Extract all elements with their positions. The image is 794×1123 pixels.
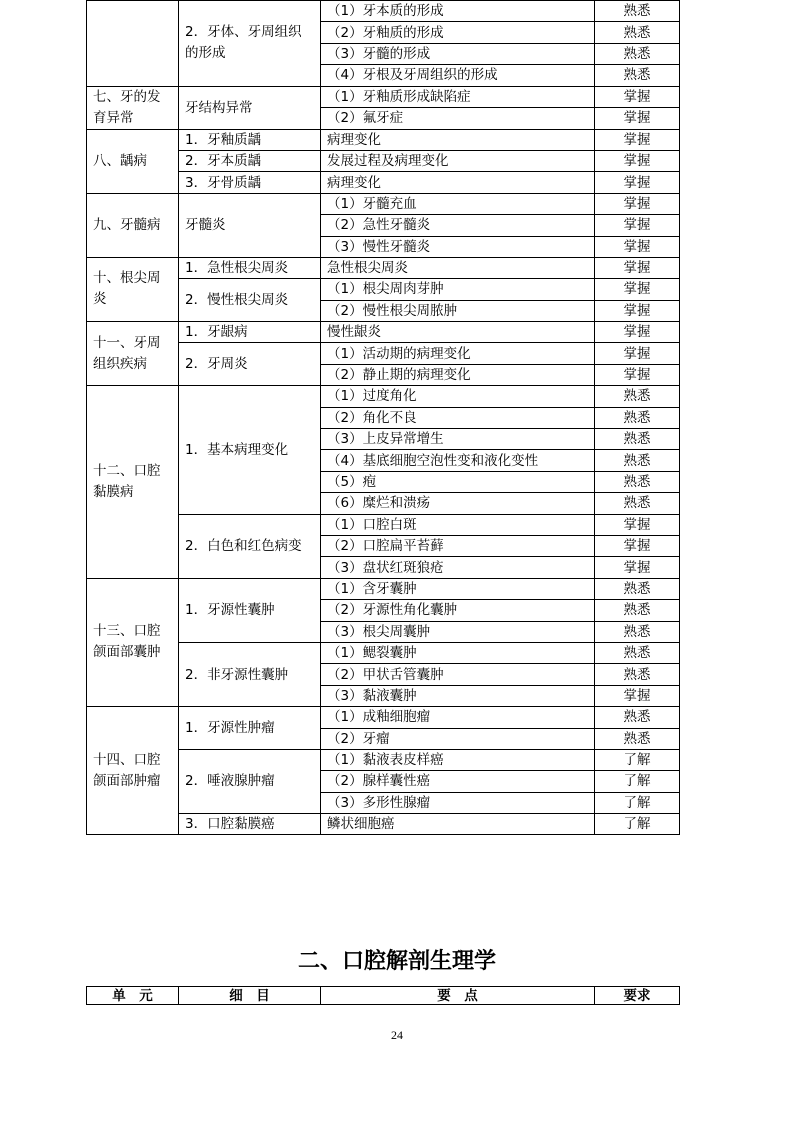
requirement-cell: 掌握 xyxy=(595,535,680,556)
requirement-cell: 熟悉 xyxy=(595,65,680,86)
detail-cell: 2．慢性根尖周炎 xyxy=(179,279,321,322)
requirement-cell: 了解 xyxy=(595,814,680,835)
requirement-cell: 熟悉 xyxy=(595,493,680,514)
point-cell: （3）盘状红斑狼疮 xyxy=(321,557,595,578)
requirement-cell: 熟悉 xyxy=(595,728,680,749)
point-cell: （1）鳃裂囊肿 xyxy=(321,642,595,663)
detail-cell: 1．牙源性肿瘤 xyxy=(179,707,321,750)
point-cell: （4）基底细胞空泡性变和液化变性 xyxy=(321,450,595,471)
point-cell: （1）牙釉质形成缺陷症 xyxy=(321,86,595,108)
requirement-cell: 熟悉 xyxy=(595,386,680,407)
table-row xyxy=(87,1,680,22)
point-cell: （1）成釉细胞瘤 xyxy=(321,707,595,728)
point-cell: （4）牙根及牙周组织的形成 xyxy=(321,65,595,86)
requirement-cell: 熟悉 xyxy=(595,621,680,642)
requirement-cell: 掌握 xyxy=(595,172,680,193)
requirement-cell: 掌握 xyxy=(595,193,680,214)
point-cell: （2）甲状舌管囊肿 xyxy=(321,664,595,685)
detail-cell: 1．牙龈病 xyxy=(179,322,321,343)
requirement-cell: 掌握 xyxy=(595,322,680,343)
unit-cell: 八、龋病 xyxy=(87,129,179,193)
point-cell: （2）慢性根尖周脓肿 xyxy=(321,300,595,321)
requirement-cell: 掌握 xyxy=(595,685,680,706)
requirement-cell: 熟悉 xyxy=(595,429,680,450)
requirement-cell: 掌握 xyxy=(595,129,680,150)
requirement-cell: 掌握 xyxy=(595,514,680,535)
detail-cell: 牙髓炎 xyxy=(179,193,321,257)
point-cell: 慢性龈炎 xyxy=(321,322,595,343)
table-row xyxy=(87,193,680,214)
requirement-cell: 熟悉 xyxy=(595,407,680,428)
requirement-cell: 掌握 xyxy=(595,86,680,108)
point-cell: （1）口腔白斑 xyxy=(321,514,595,535)
unit-cell: 十四、口腔颌面部肿瘤 xyxy=(87,707,179,835)
requirement-cell: 掌握 xyxy=(595,343,680,364)
requirement-cell: 熟悉 xyxy=(595,43,680,64)
point-cell: （1）活动期的病理变化 xyxy=(321,343,595,364)
table-row xyxy=(87,707,680,728)
point-cell: （1）过度角化 xyxy=(321,386,595,407)
requirement-cell: 掌握 xyxy=(595,364,680,385)
point-cell: 急性根尖周炎 xyxy=(321,257,595,278)
detail-cell: 3．口腔黏膜癌 xyxy=(179,814,321,835)
unit-cell: 七、牙的发育异常 xyxy=(87,86,179,129)
detail-cell: 2．牙本质龋 xyxy=(179,150,321,171)
detail-cell: 2．唾液腺肿瘤 xyxy=(179,749,321,813)
requirement-cell: 熟悉 xyxy=(595,707,680,728)
point-cell: 病理变化 xyxy=(321,172,595,193)
detail-cell: 3．牙骨质龋 xyxy=(179,172,321,193)
requirement-cell: 熟悉 xyxy=(595,471,680,492)
requirement-cell: 熟悉 xyxy=(595,578,680,599)
header-unit: 单 元 xyxy=(87,987,179,1005)
point-cell: （3）上皮异常增生 xyxy=(321,429,595,450)
point-cell: （3）多形性腺瘤 xyxy=(321,792,595,813)
table-row xyxy=(87,578,680,599)
point-cell: （1）牙髓充血 xyxy=(321,193,595,214)
requirement-cell: 掌握 xyxy=(595,300,680,321)
table-row xyxy=(87,86,680,108)
unit-cell xyxy=(87,1,179,87)
header-requirement: 要求 xyxy=(595,987,680,1005)
point-cell: （1）根尖周肉芽肿 xyxy=(321,279,595,300)
point-cell: （2）急性牙髓炎 xyxy=(321,215,595,236)
unit-cell: 十三、口腔颌面部囊肿 xyxy=(87,578,179,706)
point-cell: （3）根尖周囊肿 xyxy=(321,621,595,642)
requirement-cell: 熟悉 xyxy=(595,1,680,22)
table-row xyxy=(87,257,680,278)
point-cell: （3）黏液囊肿 xyxy=(321,685,595,706)
requirement-cell: 熟悉 xyxy=(595,600,680,621)
point-cell: （2）牙源性角化囊肿 xyxy=(321,600,595,621)
point-cell: （2）牙釉质的形成 xyxy=(321,22,595,43)
requirement-cell: 掌握 xyxy=(595,557,680,578)
point-cell: （2）角化不良 xyxy=(321,407,595,428)
requirement-cell: 掌握 xyxy=(595,215,680,236)
table-row xyxy=(87,129,680,150)
requirement-cell: 熟悉 xyxy=(595,450,680,471)
detail-cell: 1．基本病理变化 xyxy=(179,386,321,514)
next-section-table-header xyxy=(86,986,680,1005)
requirement-cell: 熟悉 xyxy=(595,22,680,43)
requirement-cell: 了解 xyxy=(595,771,680,792)
unit-cell: 十一、牙周组织疾病 xyxy=(87,322,179,386)
section-title: 二、口腔解剖生理学 xyxy=(297,948,496,974)
point-cell: （2）腺样囊性癌 xyxy=(321,771,595,792)
requirement-cell: 掌握 xyxy=(595,257,680,278)
detail-cell: 牙结构异常 xyxy=(179,86,321,129)
unit-cell: 十、根尖周炎 xyxy=(87,257,179,321)
point-cell: （2）口腔扁平苔藓 xyxy=(321,535,595,556)
table-row xyxy=(87,322,680,343)
point-cell: （2）氟牙症 xyxy=(321,108,595,130)
point-cell: （6）糜烂和溃疡 xyxy=(321,493,595,514)
detail-cell: 1．急性根尖周炎 xyxy=(179,257,321,278)
requirement-cell: 掌握 xyxy=(595,108,680,130)
detail-cell: 2．非牙源性囊肿 xyxy=(179,642,321,706)
table-row xyxy=(87,386,680,407)
detail-cell: 1．牙源性囊肿 xyxy=(179,578,321,642)
point-cell: （5）疱 xyxy=(321,471,595,492)
unit-cell: 十二、口腔黏膜病 xyxy=(87,386,179,579)
requirement-cell: 掌握 xyxy=(595,236,680,257)
detail-cell: 2．牙周炎 xyxy=(179,343,321,386)
point-cell: （1）牙本质的形成 xyxy=(321,1,595,22)
detail-cell: 2．牙体、牙周组织的形成 xyxy=(179,1,321,87)
point-cell: （1）含牙囊肿 xyxy=(321,578,595,599)
requirement-cell: 了解 xyxy=(595,749,680,770)
point-cell: （1）黏液表皮样癌 xyxy=(321,749,595,770)
unit-cell: 九、牙髓病 xyxy=(87,193,179,257)
requirement-cell: 掌握 xyxy=(595,279,680,300)
requirement-cell: 熟悉 xyxy=(595,664,680,685)
point-cell: （2）牙瘤 xyxy=(321,728,595,749)
requirement-cell: 了解 xyxy=(595,792,680,813)
point-cell: 病理变化 xyxy=(321,129,595,150)
point-cell: （3）慢性牙髓炎 xyxy=(321,236,595,257)
point-cell: （3）牙髓的形成 xyxy=(321,43,595,64)
point-cell: 鳞状细胞癌 xyxy=(321,814,595,835)
point-cell: 发展过程及病理变化 xyxy=(321,150,595,171)
header-point: 要 点 xyxy=(321,987,595,1005)
detail-cell: 2．白色和红色病变 xyxy=(179,514,321,578)
requirement-cell: 熟悉 xyxy=(595,642,680,663)
page-number: 24 xyxy=(391,1028,403,1042)
syllabus-table xyxy=(86,0,680,835)
requirement-cell: 掌握 xyxy=(595,150,680,171)
header-row xyxy=(87,987,680,1005)
header-detail: 细 目 xyxy=(179,987,321,1005)
point-cell: （2）静止期的病理变化 xyxy=(321,364,595,385)
detail-cell: 1．牙釉质龋 xyxy=(179,129,321,150)
